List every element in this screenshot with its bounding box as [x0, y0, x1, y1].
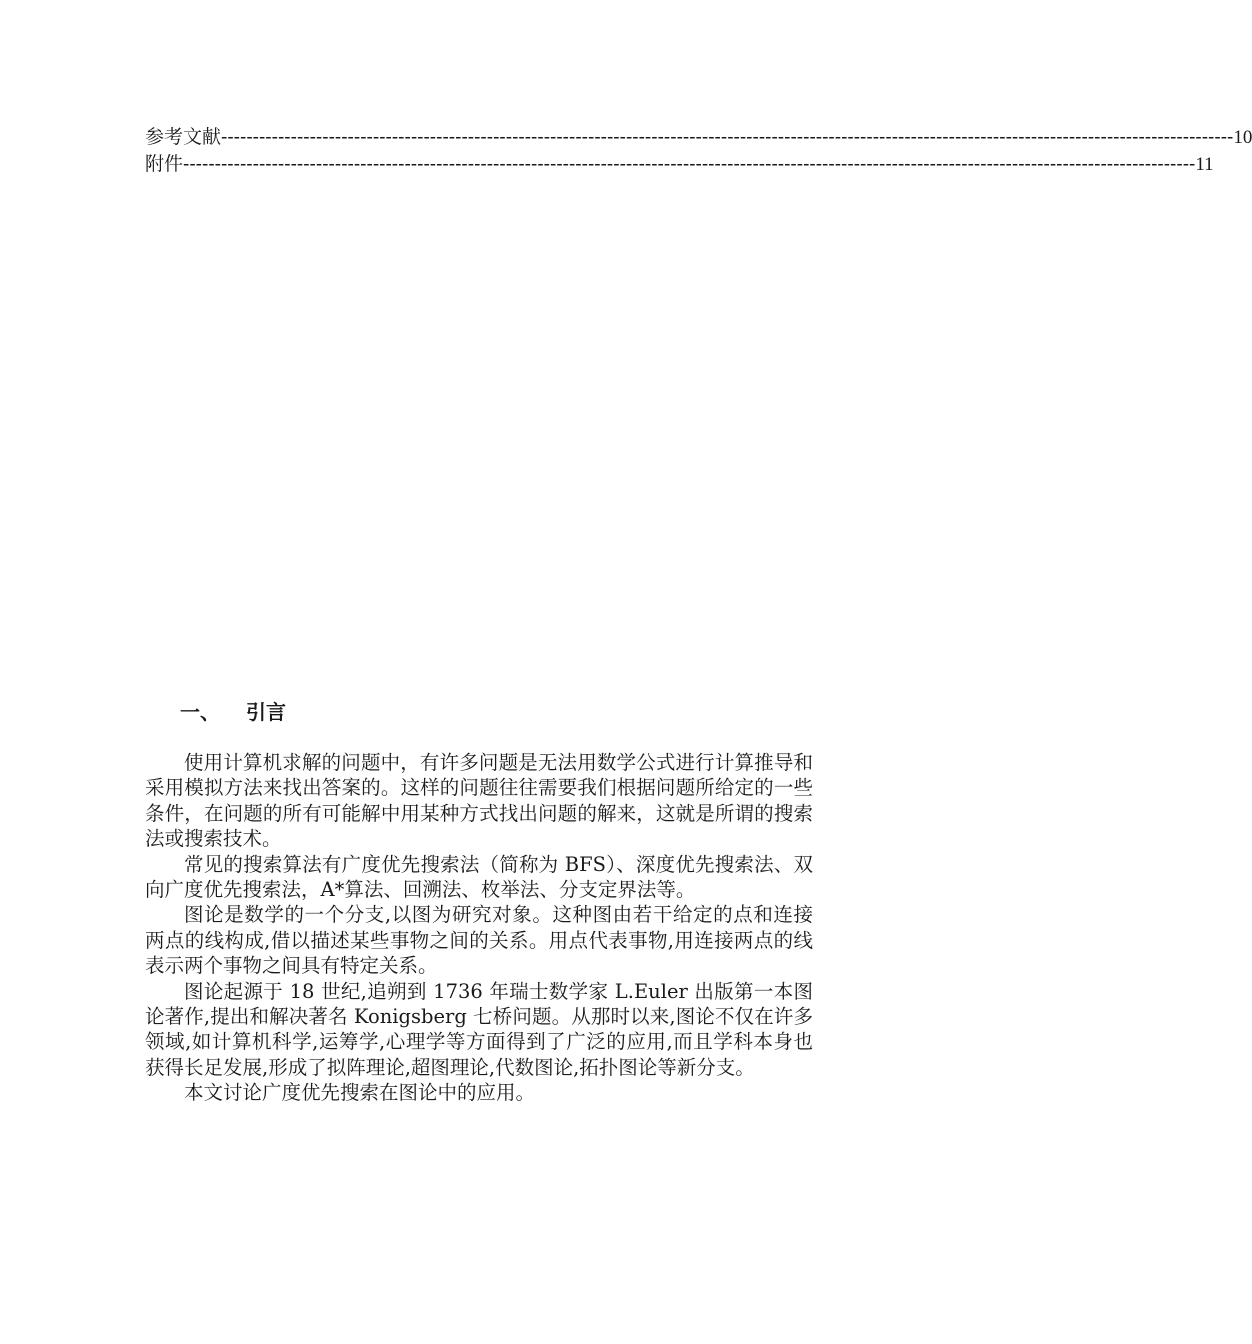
toc-page-number: 10 — [1233, 127, 1252, 148]
toc-entry-references[interactable] — [145, 124, 1252, 151]
paragraph-graph-history: 图论起源于 18 世纪,追朔到 1736 年瑞士数学家 L.Euler 出版第一本图论著作,提出和解决著名 Konigsberg 七桥问题。从那时以来,图论不仅在许多领域,如计算机科学,运筹学,心理学等方面得到了广泛的应用,而且学科本身也获得长足发展,形成了拟阵理论,超图理论,代数图论,拓扑图论等新分支。 — [145, 979, 813, 1079]
paragraph-scope: 本文讨论广度优先搜索在图论中的应用。 — [184, 1081, 536, 1105]
toc-leader-dashes: ---------------------------------------------------------------------------------------------------------------------------------------------------------------- — [221, 127, 1234, 148]
paragraph-search-methods: 使用计算机求解的问题中，有许多问题是无法用数学公式进行计算推导和采用模拟方法来找出答案的。这样的问题往往需要我们根据问题所给定的一些条件，在问题的所有可能解中用某种方式找出问题的解来，这就是所谓的搜索法或搜索技术。 — [145, 751, 813, 851]
toc-entry-title: 附件 — [145, 153, 184, 175]
toc-entry-title: 参考文献 — [145, 126, 222, 148]
toc-entry-appendix[interactable] — [145, 151, 1214, 178]
table-of-contents — [145, 124, 1252, 178]
toc-leader-dashes: ---------------------------------------------------------------------------------------------------------------------------------------------------------------- — [183, 154, 1196, 175]
section-title: 引言 — [246, 700, 286, 724]
paragraph-common-algorithms: 常见的搜索算法有广度优先搜索法（简称为 BFS）、深度优先搜索法、双向广度优先搜索法，A*算法、回溯法、枚举法、分支定界法等。 — [145, 852, 813, 902]
section-number: 一、 — [180, 700, 220, 724]
section-heading — [180, 699, 286, 725]
paragraph-graph-theory: 图论是数学的一个分支,以图为研究对象。这种图由若干给定的点和连接两点的线构成,借以描述某些事物之间的关系。用点代表事物,用连接两点的线表示两个事物之间具有特定关系。 — [145, 903, 813, 978]
toc-page-number: 11 — [1195, 154, 1214, 175]
body-text — [145, 750, 813, 1106]
